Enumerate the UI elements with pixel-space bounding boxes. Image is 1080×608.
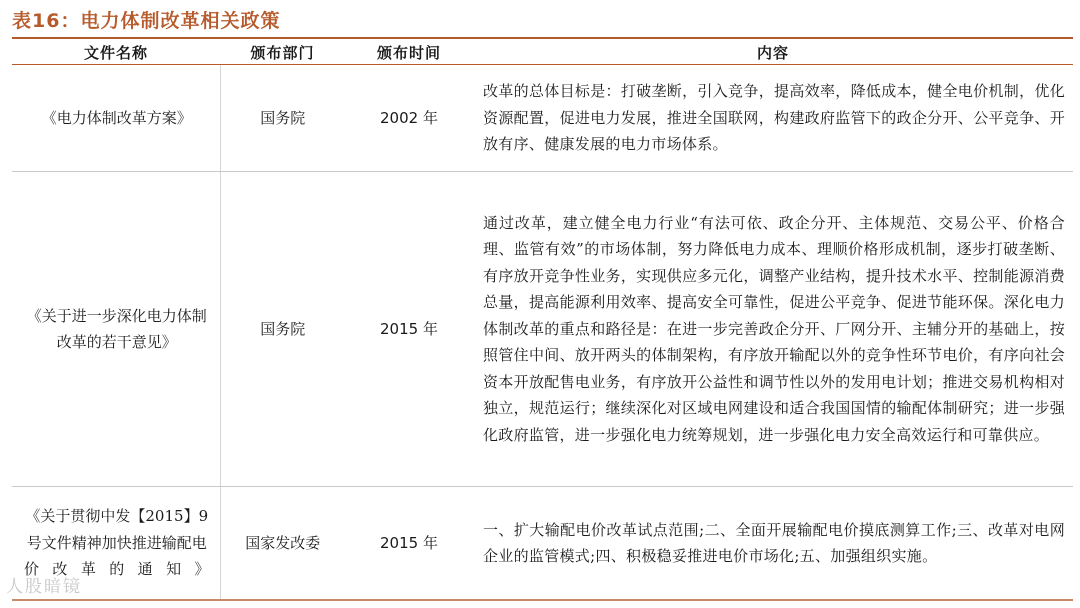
table-header-row [12,40,1073,65]
file-name-cell: 《电力体制改革方案》 [12,65,220,172]
table-row [12,65,1073,172]
department-cell: 国务院 [220,65,345,172]
content-cell: 改革的总体目标是：打破垄断，引入竞争，提高效率，降低成本，健全电价机制，优化资源配置，促进电力发展，推进全国联网，构建政府监管下的政企分开、公平竞争、开放有序、健康发展的电力市场体系。 [473,65,1073,172]
department-cell: 国务院 [220,172,345,487]
file-name-cell: 《关于进一步深化电力体制改革的若干意见》 [12,172,220,487]
date-cell: 2015 年 [345,172,473,487]
header-file-name: 文件名称 [12,40,220,65]
watermark: 人股暗镜 [6,577,82,597]
date-cell: 2015 年 [345,487,473,601]
content-cell: 通过改革，建立健全电力行业“有法可依、政企分开、主体规范、交易公平、价格合理、监管有效”的市场体制，努力降低电力成本、理顺价格形成机制，逐步打破垄断、有序放开竞争性业务，实现供应多元化，调整产业结构，提升技术水平、控制能源消费总量，提高能源利用效率、提高安全可靠性，促进公平竞争、促进节能环保。深化电力体制改革的重点和路径是：在进一步完善政企分开、厂网分开、主辅分开的基础上，按照管住中间、放开两头的体制架构，有序放开输配以外的竞争性环节电价，有序向社会资本开放配售电业务，有序放开公益性和调节性以外的发用电计划；推进交易机构相对独立，规范运行；继续深化对区域电网建设和适合我国国情的输配体制研究；进一步强化政府监管，进一步强化电力统筹规划，进一步强化电力安全高效运行和可靠供应。 [473,172,1073,487]
table-title: 表16：电力体制改革相关政策 [12,10,281,32]
department-cell: 国家发改委 [220,487,345,601]
header-department: 颁布部门 [220,40,345,65]
file-name-cell: 《关于贯彻中发【2015】9 号文件精神加快推进输配电价改革的通知》 [12,487,220,601]
policy-table [12,40,1073,601]
title-rule [12,37,1073,39]
header-content: 内容 [473,40,1073,65]
date-cell: 2002 年 [345,65,473,172]
content-cell: 一、扩大输配电价改革试点范围;二、全面开展输配电价摸底测算工作;三、改革对电网企业的监管模式;四、积极稳妥推进电价市场化;五、加强组织实施。 [473,487,1073,601]
table-row [12,487,1073,601]
header-date: 颁布时间 [345,40,473,65]
table-row [12,172,1073,487]
